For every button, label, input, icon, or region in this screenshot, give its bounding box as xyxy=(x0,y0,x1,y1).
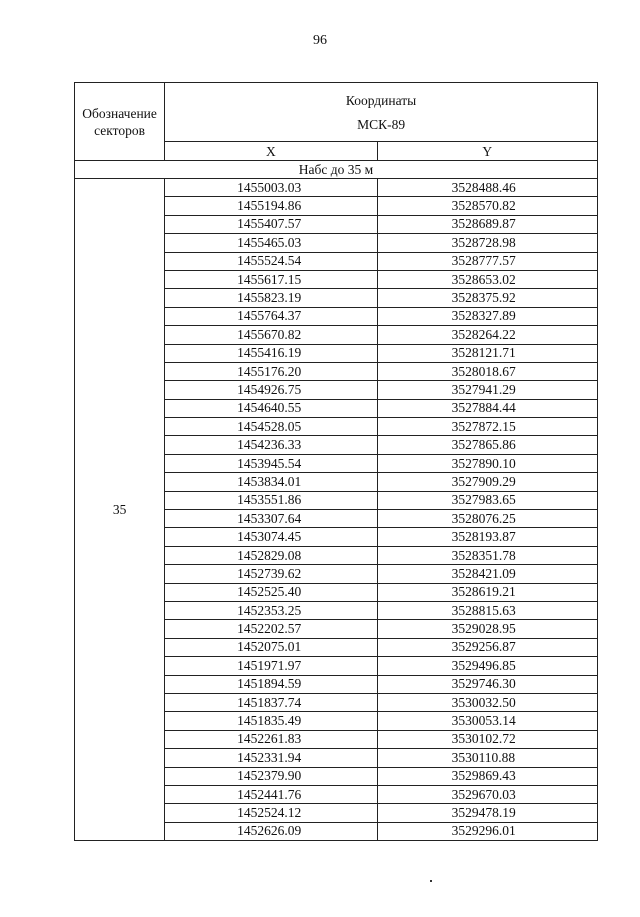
x-cell: 1451835.49 xyxy=(165,712,377,730)
y-cell: 3529296.01 xyxy=(377,822,597,840)
x-cell: 1452075.01 xyxy=(165,638,377,656)
x-cell: 1451971.97 xyxy=(165,657,377,675)
y-cell: 3527872.15 xyxy=(377,418,597,436)
y-cell: 3527983.65 xyxy=(377,491,597,509)
x-cell: 1453307.64 xyxy=(165,510,377,528)
stray-dot xyxy=(430,880,432,882)
header-y: Y xyxy=(377,142,597,161)
coordinates-table xyxy=(74,82,598,841)
y-cell: 3527865.86 xyxy=(377,436,597,454)
x-cell: 1454640.55 xyxy=(165,399,377,417)
y-cell: 3528327.89 xyxy=(377,307,597,325)
y-cell: 3529478.19 xyxy=(377,804,597,822)
section-title: Набс до 35 м xyxy=(75,161,598,179)
x-cell: 1455823.19 xyxy=(165,289,377,307)
x-cell: 1452626.09 xyxy=(165,822,377,840)
y-cell: 3528619.21 xyxy=(377,583,597,601)
header-system-label: МСК-89 xyxy=(357,117,406,132)
y-cell: 3529256.87 xyxy=(377,638,597,656)
x-cell: 1452261.83 xyxy=(165,730,377,748)
y-cell: 3530110.88 xyxy=(377,749,597,767)
table-row xyxy=(75,179,598,197)
header-coords-label: Координаты xyxy=(345,93,417,108)
x-cell: 1455407.57 xyxy=(165,215,377,233)
y-cell: 3528653.02 xyxy=(377,270,597,288)
x-cell: 1454926.75 xyxy=(165,381,377,399)
x-cell: 1455670.82 xyxy=(165,326,377,344)
y-cell: 3528193.87 xyxy=(377,528,597,546)
y-cell: 3527890.10 xyxy=(377,454,597,472)
sector-cell: 35 xyxy=(75,179,165,841)
y-cell: 3527941.29 xyxy=(377,381,597,399)
x-cell: 1451894.59 xyxy=(165,675,377,693)
x-cell: 1452739.62 xyxy=(165,565,377,583)
x-cell: 1455416.19 xyxy=(165,344,377,362)
x-cell: 1455465.03 xyxy=(165,234,377,252)
x-cell: 1452829.08 xyxy=(165,546,377,564)
y-cell: 3528121.71 xyxy=(377,344,597,362)
y-cell: 3530032.50 xyxy=(377,693,597,711)
y-cell: 3529028.95 xyxy=(377,620,597,638)
x-cell: 1454528.05 xyxy=(165,418,377,436)
y-cell: 3528375.92 xyxy=(377,289,597,307)
y-cell: 3528777.57 xyxy=(377,252,597,270)
header-x: X xyxy=(165,142,377,161)
y-cell: 3528815.63 xyxy=(377,601,597,619)
x-cell: 1455524.54 xyxy=(165,252,377,270)
y-cell: 3529869.43 xyxy=(377,767,597,785)
y-cell: 3528018.67 xyxy=(377,362,597,380)
header-row xyxy=(75,83,598,142)
header-coordinates xyxy=(165,83,598,142)
x-cell: 1452524.12 xyxy=(165,804,377,822)
y-cell: 3528728.98 xyxy=(377,234,597,252)
y-cell: 3529496.85 xyxy=(377,657,597,675)
x-cell: 1452331.94 xyxy=(165,749,377,767)
x-cell: 1453834.01 xyxy=(165,473,377,491)
x-cell: 1455194.86 xyxy=(165,197,377,215)
y-cell: 3530053.14 xyxy=(377,712,597,730)
x-cell: 1451837.74 xyxy=(165,693,377,711)
y-cell: 3528421.09 xyxy=(377,565,597,583)
x-cell: 1453074.45 xyxy=(165,528,377,546)
x-cell: 1455003.03 xyxy=(165,179,377,197)
section-row xyxy=(75,161,598,179)
x-cell: 1454236.33 xyxy=(165,436,377,454)
x-cell: 1452379.90 xyxy=(165,767,377,785)
y-cell: 3528076.25 xyxy=(377,510,597,528)
y-cell: 3529670.03 xyxy=(377,785,597,803)
y-cell: 3527884.44 xyxy=(377,399,597,417)
y-cell: 3528570.82 xyxy=(377,197,597,215)
x-cell: 1455764.37 xyxy=(165,307,377,325)
y-cell: 3528351.78 xyxy=(377,546,597,564)
y-cell: 3530102.72 xyxy=(377,730,597,748)
y-cell: 3527909.29 xyxy=(377,473,597,491)
header-sector-label: Обозначение секторов xyxy=(82,105,157,138)
y-cell: 3528689.87 xyxy=(377,215,597,233)
x-cell: 1452202.57 xyxy=(165,620,377,638)
x-cell: 1453945.54 xyxy=(165,454,377,472)
y-cell: 3528264.22 xyxy=(377,326,597,344)
x-cell: 1452525.40 xyxy=(165,583,377,601)
x-cell: 1452353.25 xyxy=(165,601,377,619)
y-cell: 3528488.46 xyxy=(377,179,597,197)
x-cell: 1455176.20 xyxy=(165,362,377,380)
page-number: 96 xyxy=(313,33,327,48)
header-sector xyxy=(75,83,165,161)
x-cell: 1453551.86 xyxy=(165,491,377,509)
x-cell: 1452441.76 xyxy=(165,785,377,803)
y-cell: 3529746.30 xyxy=(377,675,597,693)
x-cell: 1455617.15 xyxy=(165,270,377,288)
